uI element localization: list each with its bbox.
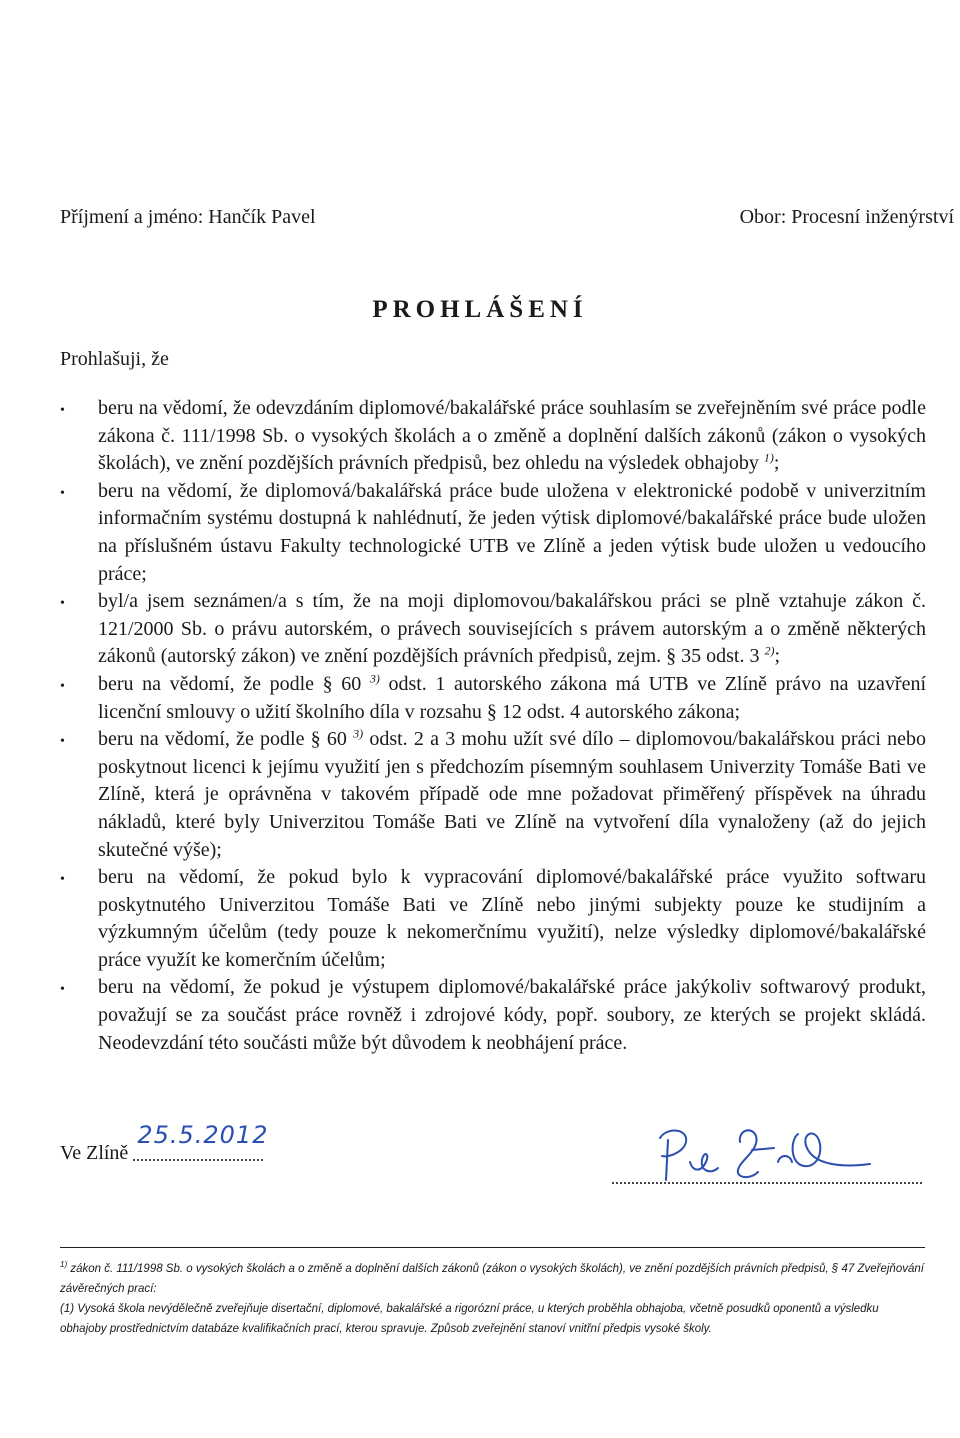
item-text: beru na vědomí, že diplomová/bakalářská práce bude uložena v elektronické podobě v univerzitním informačním systému dostupná k nahlédnutí, že jeden výtisk diplomové/bakalářské práce bude uložen na příslušném ústavu Fakulty technologické UTB ve Zlíně a jeden výtisk bude uložen u vedoucího práce; (98, 479, 926, 585)
place-label: Ve Zlíně (60, 1142, 129, 1164)
signature-line (612, 1182, 922, 1184)
document-title: PROHLÁŠENÍ (372, 296, 588, 323)
bullet-icon (60, 974, 80, 1004)
footnote-ref: 3) (369, 671, 380, 686)
footnote-ref: 1) (763, 450, 774, 465)
footnotes (60, 1259, 925, 1339)
footnote-divider (60, 1247, 925, 1248)
footnote-mark: 1) (60, 1260, 68, 1270)
item-text: beru na vědomí, že podle § 60 (98, 728, 347, 751)
footnote-paragraph: (1) Vysoká škola nevýdělečně zveřejňuje disertační, diplomové, bakalářské a rigorózní práce, u kterých proběhla obhajoba, včetně posudků oponentů a výsledku obhajoby prostřednictvím databáze kvalifikačních prací, kterou spravuje. Způsob zveřejnění stanoví vnitřní předpis vysoké školy. (60, 1303, 879, 1335)
item-tail: odst. 2 a 3 mohu užít své dílo – diplomovou/bakalářskou práci nebo poskytnout licenci k jejímu využití jen s předchozím písemným souhlasem Univerzity Tomáše Bati ve Zlíně, která je oprávněna v takovém případě ode mne požadovat přiměřený příspěvek na úhradu nákladů, které byly Univerzitou Tomáše Bati ve Zlíně na vytvoření díla vynaloženy (až do jejich skutečné výše); (98, 728, 926, 861)
list-item (60, 395, 926, 478)
bullet-icon (60, 726, 80, 756)
declaration-list (60, 395, 926, 1057)
list-item (60, 726, 926, 864)
bullet-icon (60, 588, 80, 618)
footnote-ref: 2) (764, 643, 775, 658)
list-item (60, 478, 926, 588)
list-item (60, 588, 926, 671)
list-item (60, 671, 926, 726)
declaration-intro: Prohlašuji, že (60, 348, 169, 370)
item-tail: odst. 1 autorského zákona má UTB ve Zlíně právo na uzavření licenční smlouvy o užití školního díla v rozsahu § 12 odst. 4 autorského zákona; (98, 672, 927, 723)
item-tail: ; (774, 645, 781, 668)
student-name: Příjmení a jméno: Hančík Pavel (60, 206, 316, 228)
bullet-icon (60, 478, 80, 508)
handwritten-date: 25.5.2012 (137, 1121, 269, 1149)
place-date (60, 1121, 269, 1165)
bullet-icon (60, 395, 80, 425)
signature-image (640, 1110, 880, 1190)
item-text: beru na vědomí, že odevzdáním diplomové/bakalářské práce souhlasím se zveřejněním své práce podle zákona č. 111/1998 Sb. o vysokých školách a o změně a doplnění dalších zákonů (zákon o vysokých školách), ve znění pozdějších právních předpisů, bez ohledu na výsledek obhajoby (98, 397, 926, 475)
bullet-icon (60, 671, 80, 701)
list-item (60, 864, 926, 974)
footnote-1 (60, 1259, 925, 1299)
study-field: Obor: Procesní inženýrství (739, 206, 954, 228)
item-tail: ; (773, 452, 780, 475)
item-text: beru na vědomí, že pokud bylo k vypracování diplomové/bakalářské práce využito softwaru poskytnutého Univerzitou Tomáše Bati ve Zlíně nebo jinými subjekty pouze ke studijním a výzkumným účelům (tedy pouze k nekomerčnímu využití), nelze výsledky diplomové/bakalářské práce využít ke komerčním účelům; (98, 866, 926, 971)
item-text: beru na vědomí, že pokud je výstupem diplomové/bakalářské práce jakýkoliv softwarový produkt, považují se za součást práce rovněž i zdrojové kódy, popř. soubory, ze kterých se projekt skládá. Neodevzdání této součásti může být důvodem k neobhájení práce. (98, 976, 926, 1054)
bullet-icon (60, 864, 80, 894)
item-text: beru na vědomí, že podle § 60 (98, 672, 362, 695)
list-item (60, 974, 926, 1057)
date-field (133, 1121, 269, 1161)
footnote-ref: 3) (353, 726, 364, 741)
footnote-text: zákon č. 111/1998 Sb. o vysokých školách a o změně a doplnění dalších zákonů (zákon o vysokých školách), ve znění pozdějších právních předpisů, § 47 Zveřejňování závěrečných prací: (60, 1263, 924, 1295)
item-text: byl/a jsem seznámen/a s tím, že na moji diplomovou/bakalářskou práci se plně vztahuje zákon č. 121/2000 Sb. o právu autorském, o právech souvisejících s právem autorským a o změně některých zákonů (autorský zákon) ve znění pozdějších právních předpisů, zejm. § 35 odst. 3 (98, 590, 926, 668)
